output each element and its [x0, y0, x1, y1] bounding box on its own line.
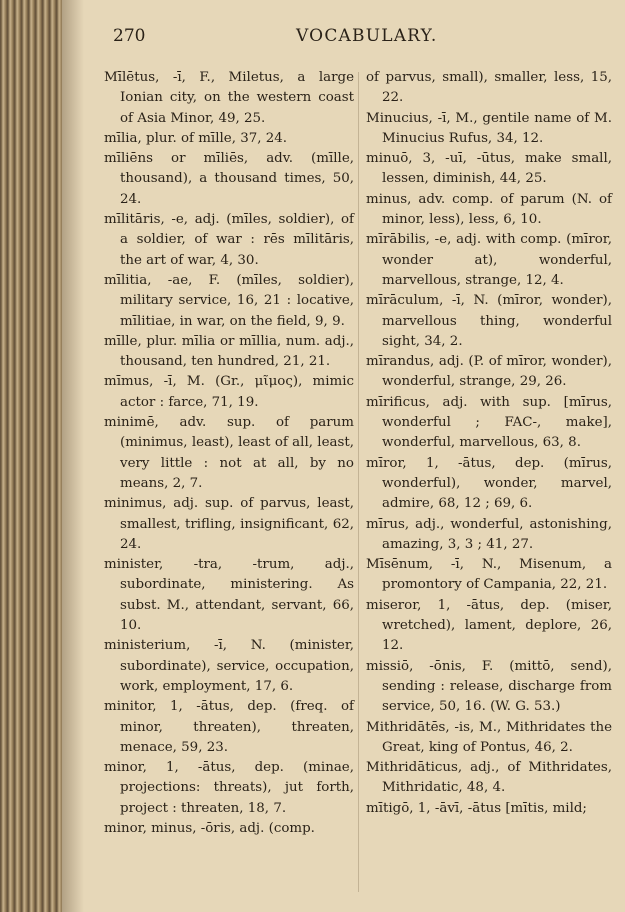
dictionary-entry: miseror, 1, -ātus, dep. (miser, wretched), lament, deplore, 26, 12. [366, 597, 612, 654]
dictionary-entry: mīlitāris, -e, adj. (mīles, soldier), of a soldier, of war : rēs mīlitāris, the art of war, 4, 30. [104, 212, 354, 268]
dictionary-entry: minor, 1, -ātus, dep. (minae, projections: threats), jut forth, project : threaten, 18, 7. [104, 760, 354, 816]
dictionary-entry: mīrificus, adj. with sup. [mīrus, wonderful ; FAC-, make], wonderful, marvellous, 63, 8. [366, 394, 612, 451]
page-header [0, 26, 625, 50]
dictionary-entry: minimē, adv. sup. of parum (minimus, least), least of all, least, very little : not at all, by no means, 2, 7. [104, 415, 354, 491]
left-column [104, 68, 354, 839]
dictionary-entry: minuō, 3, -uī, -ūtus, make small, lessen, diminish, 44, 25. [366, 151, 612, 187]
dictionary-entry: mīmus, -ī, M. (Gr., μῖμος), mimic actor : farce, 71, 19. [104, 374, 354, 410]
dictionary-entry: Mīlētus, -ī, F., Miletus, a large Ionian city, on the western coast of Asia Minor, 49, 25. [104, 70, 354, 126]
dictionary-entry: Mithridāticus, adj., of Mithridates, Mithridatic, 48, 4. [366, 760, 612, 796]
running-head: VOCABULARY. [296, 26, 438, 46]
dictionary-entry: mīlitia, -ae, F. (mīles, soldier), military service, 16, 21 : locative, mīlitiae, in war, on the field, 9, 9. [104, 272, 354, 329]
dictionary-entry: Mithridātēs, -is, M., Mithridates the Great, king of Pontus, 46, 2. [366, 719, 612, 755]
dictionary-entry: minus, adv. comp. of parum (N. of minor, less), less, 6, 10. [366, 191, 612, 228]
dictionary-entry: missiō, -ōnis, F. (mittō, send), sending : release, discharge from service, 50, 16. (W. G. 53.) [366, 658, 612, 715]
page-number: 270 [113, 26, 146, 46]
dictionary-entry: mīrābilis, -e, adj. with comp. (mīror, wonder at), wonderful, marvellous, strange, 12, 4. [366, 232, 612, 288]
dictionary-entry: mītigō, 1, -āvī, -ātus [mītis, mild; [366, 800, 587, 816]
dictionary-entry: ministerium, -ī, N. (minister, subordinate), service, occupation, work, employment, 17, 6. [104, 638, 354, 694]
dictionary-entry: mīrus, adj., wonderful, astonishing, amazing, 3, 3 ; 41, 27. [366, 516, 612, 552]
dictionary-entry: minitor, 1, -ātus, dep. (freq. of minor, threaten), threaten, menace, 59, 23. [104, 699, 354, 755]
dictionary-entry: minor, minus, -ōris, adj. (comp. [104, 820, 315, 836]
dictionary-entry: mīlle, plur. mīlia or mīllia, num. adj., thousand, ten hundred, 21, 21. [104, 333, 354, 370]
dictionary-entry: Minucius, -ī, M., gentile name of M. Minucius Rufus, 34, 12. [366, 110, 612, 146]
dictionary-entry: mīrāculum, -ī, N. (mīror, wonder), marvellous thing, wonderful sight, 34, 2. [366, 293, 612, 349]
dictionary-entry: of parvus, small), smaller, less, 15, 22. [366, 70, 612, 106]
dictionary-entry: Mīsēnum, -ī, N., Misenum, a promontory of Campania, 22, 21. [366, 557, 612, 593]
dictionary-entry: mīlia, plur. of mīlle, 37, 24. [104, 130, 288, 146]
dictionary-entry: mīror, 1, -ātus, dep. (mīrus, wonderful), wonder, marvel, admire, 68, 12 ; 69, 6. [366, 455, 612, 512]
column-divider [358, 72, 359, 892]
page-gutter-shadow [62, 0, 84, 912]
dictionary-entry: minimus, adj. sup. of parvus, least, smallest, trifling, insignificant, 62, 24. [104, 496, 354, 552]
right-column [366, 68, 612, 819]
dictionary-entry: minister, -tra, -trum, adj., subordinate, ministering. As subst. M., attendant, servant, 66, 10. [104, 557, 354, 634]
dictionary-entry: mīrandus, adj. (P. of mīror, wonder), wonderful, strange, 29, 26. [366, 354, 612, 390]
dictionary-entry: mīliēns or mīliēs, adv. (mīlle, thousand), a thousand times, 50, 24. [104, 151, 354, 207]
book-page-edge [0, 0, 62, 912]
